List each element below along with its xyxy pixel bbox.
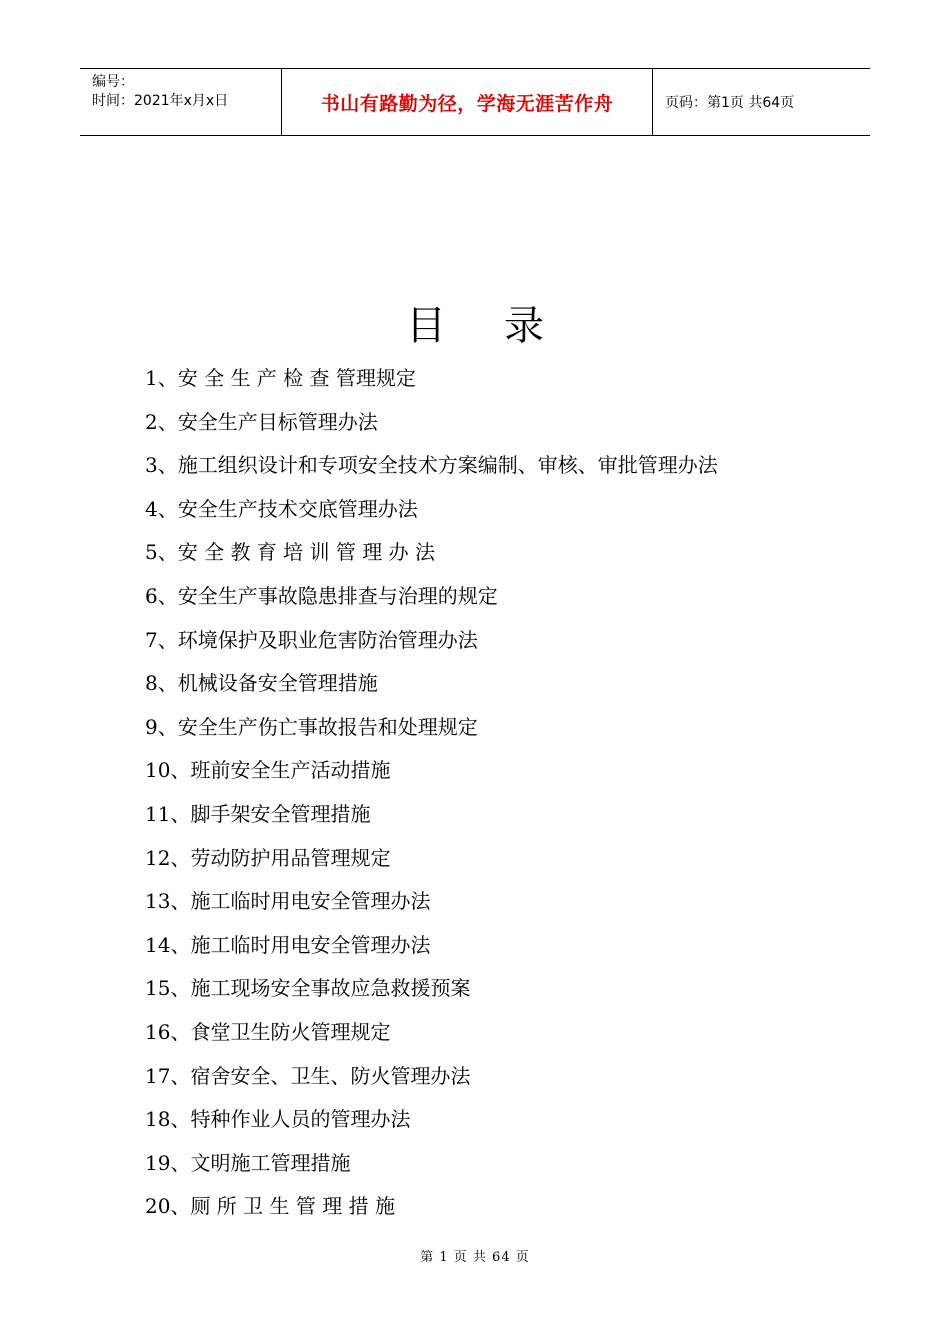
toc-item: 10、班前安全生产活动措施	[145, 758, 391, 783]
header-motto-cell	[282, 69, 653, 135]
title-char-2: 录	[504, 303, 544, 349]
page-footer	[0, 1246, 950, 1265]
toc-item: 11、脚手架安全管理措施	[145, 801, 371, 826]
toc-item: 8、机械设备安全管理措施	[145, 671, 378, 696]
toc-item: 1、安 全 生 产 检 查 管理规定	[145, 366, 416, 390]
toc-item: 3、施工组织设计和专项安全技术方案编制、审核、审批管理办法	[145, 453, 718, 478]
toc-item: 5、安 全 教 育 培 训 管 理 办 法	[145, 540, 435, 565]
toc-item: 16、食堂卫生防火管理规定	[145, 1019, 391, 1044]
document-number-label: 编号：	[92, 74, 134, 90]
toc-item: 19、文明施工管理措施	[145, 1150, 351, 1175]
header-page-cell	[653, 69, 870, 135]
toc-item: 7、环境保护及职业危害防治管理办法	[145, 627, 478, 652]
header-motto: 书山有路勤为径，学海无涯苦作舟	[320, 92, 614, 115]
toc-item: 14、施工临时用电安全管理办法	[145, 932, 431, 957]
page-header	[80, 68, 870, 136]
title-char-1: 目	[406, 303, 446, 349]
header-page-info: 页码：第1页 共64页	[665, 95, 795, 111]
header-meta-cell	[80, 69, 282, 135]
toc-item: 20、厕 所 卫 生 管 理 措 施	[145, 1194, 395, 1219]
toc-item: 13、施工临时用电安全管理办法	[145, 889, 431, 914]
toc-item: 15、施工现场安全事故应急救援预案	[145, 976, 471, 1001]
toc-item: 9、安全生产伤亡事故报告和处理规定	[145, 714, 478, 739]
table-of-contents	[145, 357, 718, 1229]
document-time-label: 时间：2021年x月x日	[92, 93, 229, 109]
toc-item: 6、安全生产事故隐患排查与治理的规定	[145, 583, 498, 608]
toc-item: 17、宿舍安全、卫生、防火管理办法	[145, 1063, 471, 1088]
toc-item: 4、安全生产技术交底管理办法	[145, 496, 418, 521]
document-title	[0, 300, 950, 352]
toc-item: 12、劳动防护用品管理规定	[145, 845, 391, 870]
footer-page-number: 第 1 页 共 64 页	[420, 1250, 530, 1265]
toc-item: 18、特种作业人员的管理办法	[145, 1107, 411, 1132]
toc-item: 2、安全生产目标管理办法	[145, 409, 378, 434]
